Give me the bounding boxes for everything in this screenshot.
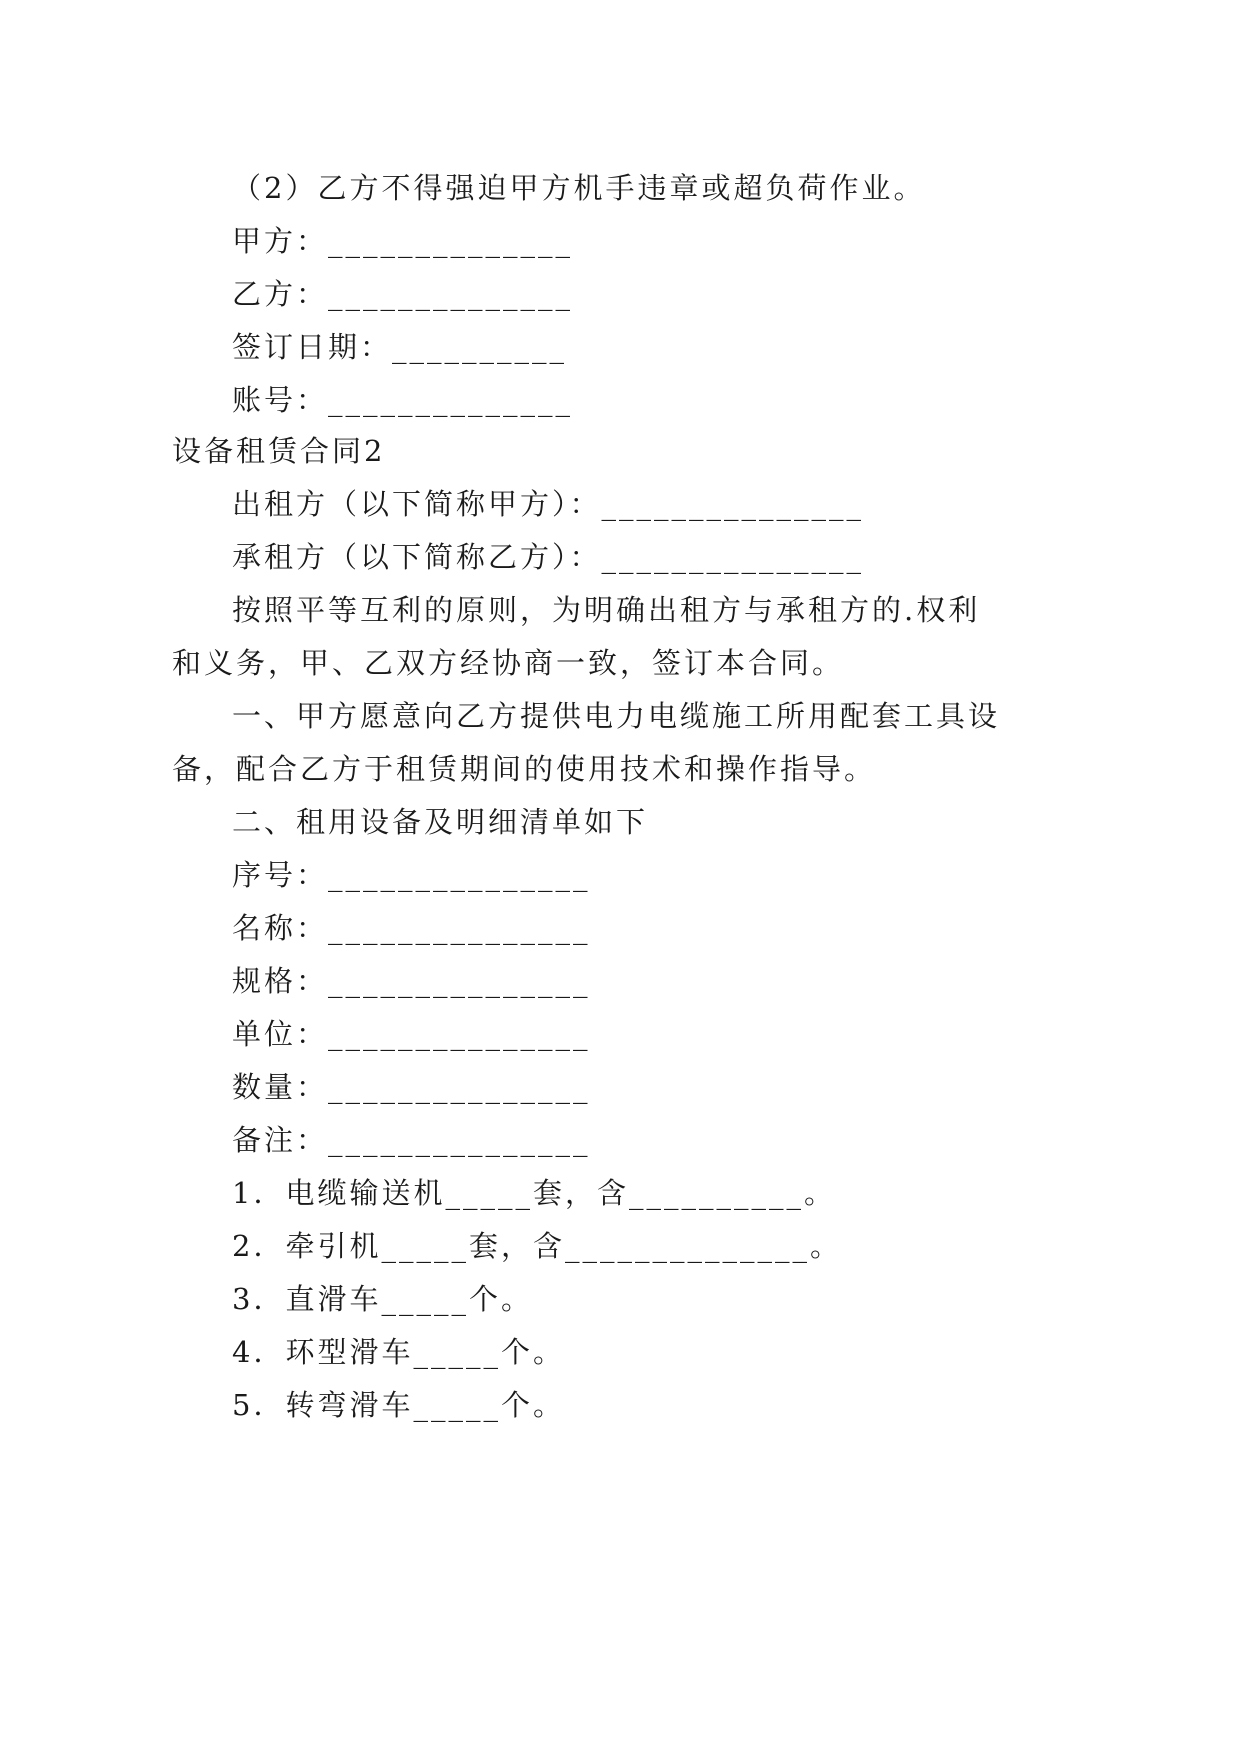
account-number-line: 账号：______________ bbox=[232, 383, 574, 417]
section-heading: 设备租赁合同2 bbox=[172, 434, 386, 468]
paragraph-line: 一、甲方愿意向乙方提供电力电缆施工所用配套工具设 bbox=[232, 699, 1001, 733]
field-unit: 单位：_______________ bbox=[232, 1017, 591, 1051]
lessor-line: 出租方（以下简称甲方）：_______________ bbox=[232, 487, 865, 521]
paragraph-line: 按照平等互利的原则，为明确出租方与承租方的.权利 bbox=[232, 593, 981, 627]
list-heading: 二、租用设备及明细清单如下 bbox=[232, 805, 649, 839]
list-item: 4．环型滑车_____个。 bbox=[232, 1335, 565, 1369]
list-item: 1．电缆输送机_____套，含__________。 bbox=[232, 1176, 836, 1210]
field-name: 名称：_______________ bbox=[232, 911, 591, 945]
list-item: 5．转弯滑车_____个。 bbox=[232, 1388, 565, 1422]
party-b-signature-line: 乙方：______________ bbox=[232, 277, 574, 311]
paragraph-line: 和义务，甲、乙双方经协商一致，签订本合同。 bbox=[172, 646, 845, 680]
field-quantity: 数量：_______________ bbox=[232, 1070, 591, 1104]
party-a-signature-line: 甲方：______________ bbox=[232, 224, 574, 258]
lessee-line: 承租方（以下简称乙方）：_______________ bbox=[232, 540, 865, 574]
field-remarks: 备注：_______________ bbox=[232, 1123, 591, 1157]
clause-line: （2）乙方不得强迫甲方机手违章或超负荷作业。 bbox=[232, 171, 926, 205]
field-serial-number: 序号：_______________ bbox=[232, 858, 591, 892]
signing-date-line: 签订日期：__________ bbox=[232, 330, 568, 364]
field-specification: 规格：_______________ bbox=[232, 964, 591, 998]
list-item: 3．直滑车_____个。 bbox=[232, 1282, 533, 1316]
paragraph-line: 备，配合乙方于租赁期间的使用技术和操作指导。 bbox=[172, 752, 877, 786]
list-item: 2．牵引机_____套，含______________。 bbox=[232, 1229, 842, 1263]
